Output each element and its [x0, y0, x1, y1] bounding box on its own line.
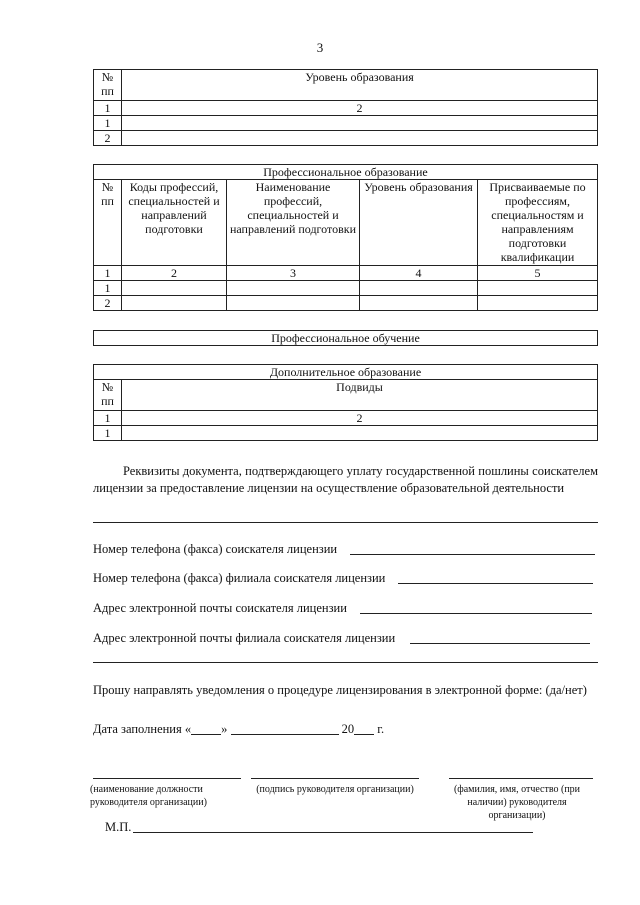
table2-cell[interactable] — [478, 296, 598, 311]
fill-date-close-quote: » — [221, 722, 228, 736]
notify-paragraph: Прошу направлять уведомления о процедуре лицензирования в электронной форме: (да/нет) — [93, 683, 587, 697]
requisites-input-line[interactable] — [93, 522, 598, 523]
table2-col-number: 3 — [227, 266, 360, 281]
table-row — [94, 116, 598, 131]
table2-cell[interactable] — [122, 296, 227, 311]
table2-col-number: 1 — [94, 266, 122, 281]
table4-col-number: 1 — [94, 411, 122, 426]
table2-row-number: 2 — [94, 296, 122, 311]
table4-row-number: 1 — [94, 426, 122, 441]
phone-input-line[interactable] — [350, 554, 595, 555]
phone-label: Номер телефона (факса) соискателя лицензии — [93, 542, 338, 556]
table2-col-number: 2 — [122, 266, 227, 281]
signature-caption: (подпись руководителя организации) — [256, 784, 414, 795]
table-row — [94, 281, 598, 296]
table2-header-names: Наименование профессий, специальностей и направлений подготовки — [227, 180, 360, 266]
professional-training-table — [93, 330, 598, 346]
fill-date-year-input[interactable] — [354, 734, 374, 735]
branch-email-label: Адрес электронной почты филиала соискателя лицензии — [93, 631, 396, 645]
table2-header-number: № пп — [94, 180, 122, 266]
table2-cell[interactable] — [227, 296, 360, 311]
table1-col-number: 2 — [122, 101, 598, 116]
fill-date-year-prefix: 20 — [341, 722, 355, 736]
table-row — [94, 426, 598, 441]
fill-date-month-input[interactable] — [231, 734, 339, 735]
fill-date-year-suffix: г. — [377, 722, 385, 736]
education-level-table — [93, 69, 598, 146]
table-row — [94, 296, 598, 311]
branch-phone-input-line[interactable] — [398, 583, 593, 584]
table4-header-subtypes: Подвиды — [122, 380, 598, 411]
table2-cell[interactable] — [227, 281, 360, 296]
table4-title: Дополнительное образование — [94, 365, 598, 380]
fill-date-day-input[interactable] — [191, 734, 221, 735]
email-label: Адрес электронной почты соискателя лицензии — [93, 601, 347, 615]
table1-col-number: 1 — [94, 101, 122, 116]
table1-row-number: 1 — [94, 116, 122, 131]
table-row — [94, 131, 598, 146]
table4-header-number: № пп — [94, 380, 122, 411]
table1-row-number: 2 — [94, 131, 122, 146]
table2-title: Профессиональное образование — [94, 165, 598, 180]
table2-col-number: 4 — [360, 266, 478, 281]
requisites-paragraph: Реквизиты документа, подтверждающего уплату государственной пошлины соискателем лицензии за предоставление лицензии на осуществление образовательной деятельности — [93, 464, 598, 495]
table3-title: Профессиональное обучение — [94, 331, 598, 346]
position-signature-line[interactable] — [93, 778, 241, 779]
stamp-label: М.П. — [105, 820, 132, 834]
position-caption: (наименование должности руководителя организации) — [90, 784, 207, 808]
table2-cell[interactable] — [122, 281, 227, 296]
stamp-line[interactable] — [133, 832, 533, 833]
table2-row-number: 1 — [94, 281, 122, 296]
branch-phone-label: Номер телефона (факса) филиала соискателя лицензии — [93, 571, 386, 585]
professional-education-table — [93, 164, 598, 311]
table2-header-level: Уровень образования — [360, 180, 478, 266]
table1-header-level: Уровень образования — [122, 70, 598, 101]
table2-header-qualifications: Присваиваемые по профессиям, специальностям и направлениям подготовки квалификации — [478, 180, 598, 266]
page-number: 3 — [316, 40, 324, 55]
table2-header-codes: Коды профессий, специальностей и направлений подготовки — [122, 180, 227, 266]
table2-cell[interactable] — [360, 296, 478, 311]
name-signature-line[interactable] — [449, 778, 593, 779]
fill-date-label: Дата заполнения « — [93, 722, 192, 736]
table4-cell[interactable] — [122, 426, 598, 441]
fill-date-row — [93, 722, 598, 737]
email-input-line[interactable] — [360, 613, 592, 614]
branch-email-input-line[interactable] — [410, 643, 590, 644]
table1-cell[interactable] — [122, 131, 598, 146]
additional-education-table — [93, 364, 598, 441]
table1-header-number: № пп — [94, 70, 122, 101]
table4-col-number: 2 — [122, 411, 598, 426]
table2-col-number: 5 — [478, 266, 598, 281]
table1-cell[interactable] — [122, 116, 598, 131]
signature-line[interactable] — [251, 778, 419, 779]
table2-cell[interactable] — [360, 281, 478, 296]
name-caption: (фамилия, имя, отчество (при наличии) руководителя организации) — [453, 784, 581, 821]
table2-cell[interactable] — [478, 281, 598, 296]
extra-input-line[interactable] — [93, 662, 598, 663]
